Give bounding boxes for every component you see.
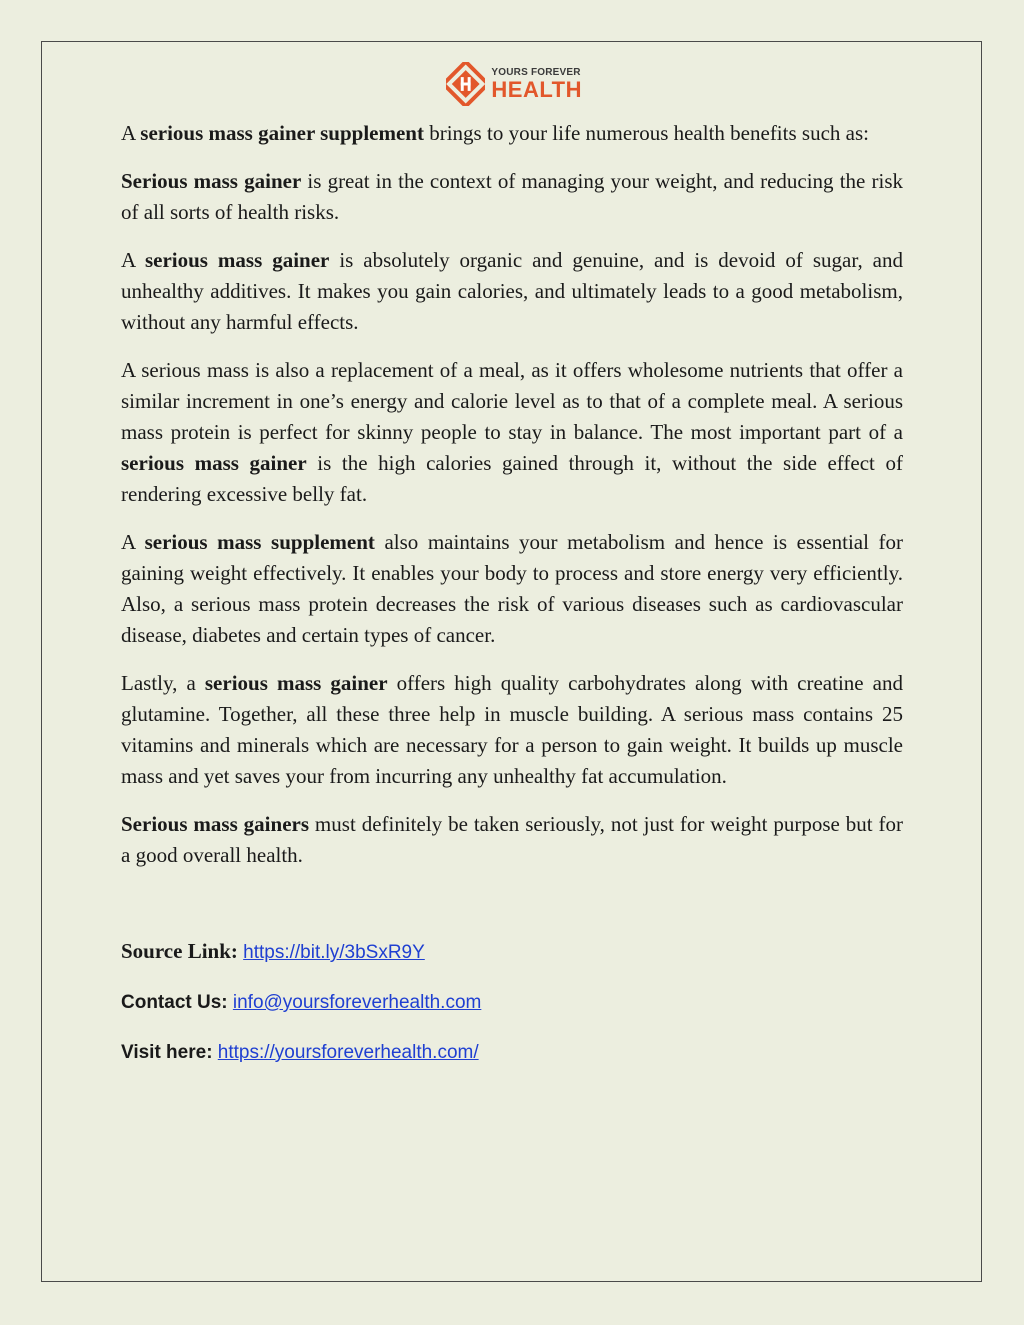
visit-row (121, 1036, 903, 1068)
paragraph-carbohydrates (121, 668, 903, 792)
paragraph-keyword: Serious mass gainer (121, 169, 302, 193)
paragraph-keyword: serious mass gainer (121, 451, 307, 475)
paragraph-text: offers high quality carbohydrates along with creatine and glutamine. Together, all these three help in muscle building. A serious mass contains 25 vitamins and minerals which are necessary for a person to gain weight. It builds up muscle mass and yet saves your from incurring any unhealthy fat accumulation. (121, 671, 903, 788)
paragraph-text: also maintains your metabolism and hence is essential for gaining weight effectively. It enables your body to process and store energy very efficiently. Also, a serious mass protein decreases the risk of various diseases such as cardiovascular disease, diabetes and certain types of cancer. (121, 530, 903, 647)
paragraph-text: Lastly, a (121, 671, 205, 695)
paragraph-weight (121, 166, 903, 228)
contact-email-link[interactable]: info@yoursforeverhealth.com (232, 992, 482, 1013)
article-body (121, 118, 903, 1068)
paragraph-conclusion (121, 809, 903, 871)
paragraph-keyword: serious mass gainer supplement (140, 121, 424, 145)
paragraph-text: A (121, 248, 145, 272)
section-spacer (121, 888, 903, 936)
visit-label: Visit here: (121, 1042, 213, 1063)
paragraph-text: brings to your life numerous health benefits such as: (423, 121, 869, 145)
brand-logo[interactable] (446, 58, 582, 110)
paragraph-meal (121, 355, 903, 510)
brand-line2: HEALTH (491, 76, 582, 102)
paragraph-keyword: serious mass supplement (144, 530, 375, 554)
yfh-logo-icon (446, 62, 485, 106)
paragraph-text: is great in the context of managing your weight, and reducing the risk of all sorts of health risks. (121, 169, 903, 224)
source-link-label: Source Link: (121, 939, 238, 963)
visit-website-link[interactable]: https://yoursforeverhealth.com/ (217, 1042, 479, 1063)
paragraph-intro (121, 118, 903, 149)
paragraph-text: A (121, 530, 145, 554)
paragraph-keyword: Serious mass gainers (121, 812, 310, 836)
contact-row (121, 986, 903, 1018)
brand-line1: YOURS FOREVER (491, 66, 581, 78)
paragraph-text: A serious mass is also a replacement of a meal, as it offers wholesome nutrients that offer a similar increment in one’s energy and calorie level as to that of a complete meal. A serious mass protein is perfect for skinny people to stay in balance. The most important part of a (121, 358, 903, 444)
brand-wordmark (491, 68, 582, 101)
paragraph-text: is the high calories gained through it, without the side effect of rendering excessive belly fat. (121, 451, 903, 506)
source-link[interactable]: https://bit.ly/3bSxR9Y (243, 942, 425, 963)
paragraph-text: is absolutely organic and genuine, and is devoid of sugar, and unhealthy additives. It makes you gain calories, and ultimately leads to a good metabolism, without any harmful effects. (121, 248, 904, 334)
source-link-row (121, 936, 903, 968)
contact-label: Contact Us: (121, 992, 228, 1013)
paragraph-text: A (121, 121, 141, 145)
paragraph-keyword: serious mass gainer (144, 248, 330, 272)
paragraph-keyword: serious mass gainer (204, 671, 388, 695)
paragraph-text: must definitely be taken seriously, not just for weight purpose but for a good overall health. (121, 812, 903, 867)
paragraph-metabolism (121, 527, 903, 651)
paragraph-organic (121, 245, 903, 338)
